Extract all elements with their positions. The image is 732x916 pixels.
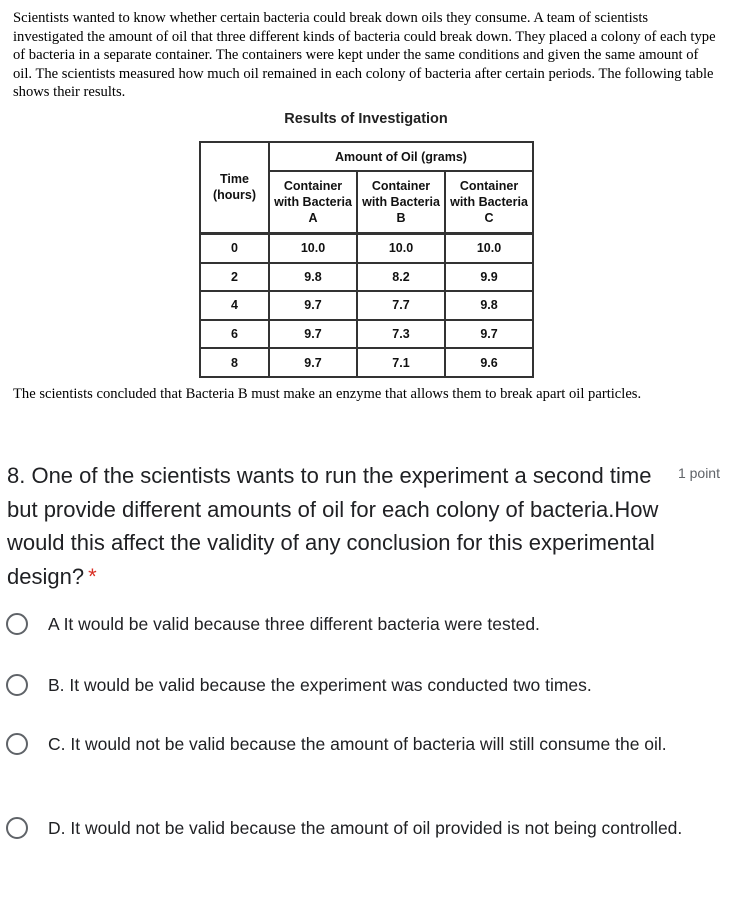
table-row [200, 263, 533, 292]
radio-button-d[interactable] [6, 817, 28, 839]
table-row [200, 320, 533, 349]
option-d[interactable] [6, 815, 706, 841]
table-cell: 7.1 [357, 348, 445, 377]
table-cell: 9.7 [269, 348, 357, 377]
table-header-row [200, 142, 533, 171]
table-cell: 4 [200, 291, 269, 320]
table-cell: 7.7 [357, 291, 445, 320]
oil-amount-header: Amount of Oil (grams) [269, 142, 533, 171]
table-cell: 9.7 [269, 320, 357, 349]
radio-button-b[interactable] [6, 674, 28, 696]
required-asterisk: * [88, 563, 97, 589]
table-cell: 9.7 [269, 291, 357, 320]
conclusion-text: The scientists concluded that Bacteria B must make an enzyme that allows them to break apart oil particles. [13, 386, 642, 402]
option-a[interactable] [6, 611, 706, 637]
table-cell: 9.6 [445, 348, 533, 377]
table-row [200, 348, 533, 377]
question-text: 8. One of the scientists wants to run the experiment a second time but provide different amounts of oil for each colony of bacteria.How would this affect the validity of any conclusion for this experimental design? [7, 463, 659, 589]
table-cell: 10.0 [269, 233, 357, 263]
table-cell: 9.8 [269, 263, 357, 292]
question-title [7, 459, 662, 593]
option-b[interactable] [6, 672, 706, 698]
table-cell: 10.0 [445, 233, 533, 263]
results-table [199, 141, 534, 378]
table-cell: 8 [200, 348, 269, 377]
table-cell: 10.0 [357, 233, 445, 263]
time-header: Time (hours) [200, 142, 269, 233]
table-cell: 9.9 [445, 263, 533, 292]
table-row [200, 233, 533, 263]
table-title: Results of Investigation [284, 111, 448, 127]
option-c-label[interactable]: C. It would not be valid because the amount of bacteria will still consume the oil. [48, 734, 667, 754]
table-cell: 7.3 [357, 320, 445, 349]
passage-text: Scientists wanted to know whether certain bacteria could break down oils they consume. A team of scientists investigated the amount of oil that three different kinds of bacteria could break down. They placed a colony of each type of bacteria in a separate container. The containers were kept under the same conditions and given the same amount of oil. The scientists measured how much oil remained in each colony of bacteria after certain periods. The following table shows their results. [13, 10, 716, 101]
table-cell: 9.8 [445, 291, 533, 320]
option-d-label[interactable]: D. It would not be valid because the amount of oil provided is not being controlled. [48, 818, 683, 838]
points-label: 1 point [677, 465, 720, 481]
table-row [200, 291, 533, 320]
table-cell: 2 [200, 263, 269, 292]
table-cell: 9.7 [445, 320, 533, 349]
table-cell: 0 [200, 233, 269, 263]
table-cell: 6 [200, 320, 269, 349]
radio-button-c[interactable] [6, 733, 28, 755]
option-c[interactable] [6, 731, 706, 757]
radio-button-a[interactable] [6, 613, 28, 635]
column-header: Container with Bacteria B [357, 171, 445, 233]
option-b-label[interactable]: B. It would be valid because the experiment was conducted two times. [48, 675, 592, 695]
table-cell: 8.2 [357, 263, 445, 292]
column-header: Container with Bacteria C [445, 171, 533, 233]
column-header: Container with Bacteria A [269, 171, 357, 233]
option-a-label[interactable]: A It would be valid because three different bacteria were tested. [48, 614, 540, 634]
